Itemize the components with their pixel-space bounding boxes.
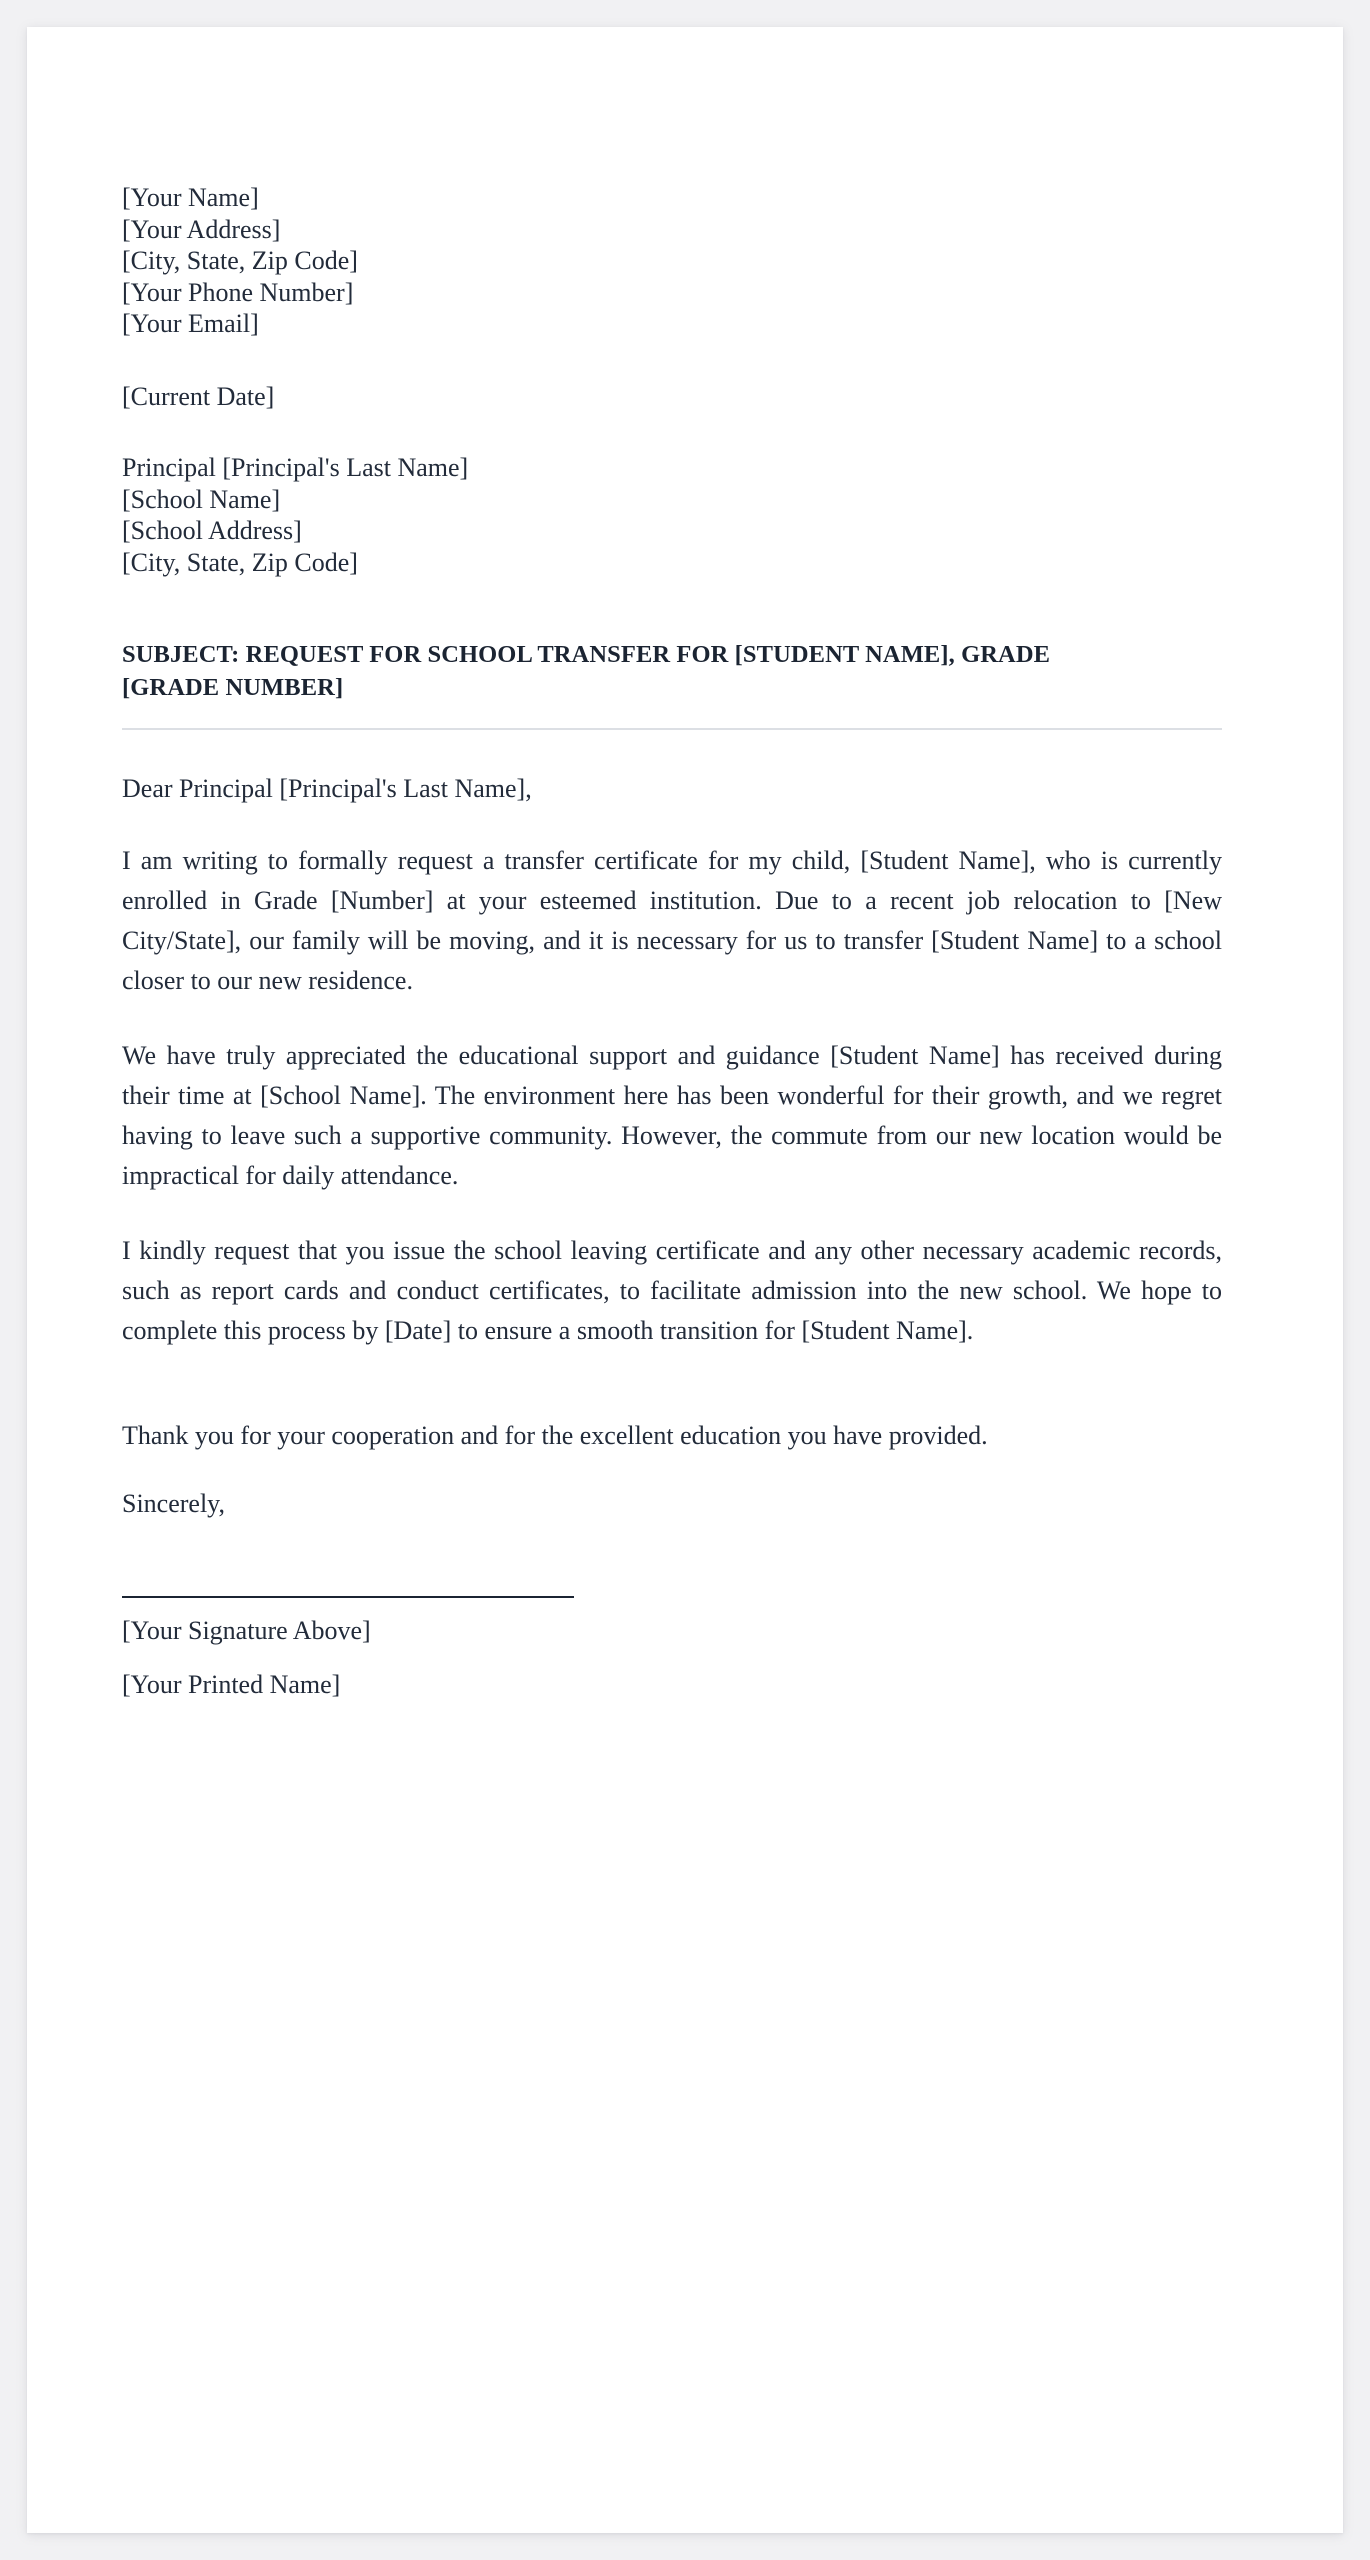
subject-divider [122,728,1222,730]
sender-name: [Your Name] [122,183,259,212]
recipient-school-address: [School Address] [122,516,302,545]
body-paragraph-1: I am writing to formally request a transfer certificate for my child, [Student Name], who is currently enrolled in Grade [Number] at your esteemed institution. Due to a recent job relocation to [New City/State], our family will be moving, and it is necessary for us to transfer [Student Name] to a school closer to our new residence. [122,846,1222,995]
sender-email: [Your Email] [122,309,259,338]
subject-heading: SUBJECT: REQUEST FOR SCHOOL TRANSFER FOR [STUDENT NAME], GRADE [GRADE NUMBER] [122,641,1051,701]
body-paragraph-2: We have truly appreciated the educational support and guidance [Student Name] has received during their time at [School Name]. The environment here has been wonderful for their growth, and we regret having to leave such a supportive community. However, the commute from our new location would be impractical for daily attendance. [122,1041,1222,1190]
sender-street: [Your Address] [122,214,281,244]
sender-city-state-zip: [City, State, Zip Code] [122,246,358,275]
document-sheet-wrapper [27,27,1343,2533]
letter-page [27,27,1343,2533]
recipient-principal-name: Principal [Principal's Last Name] [122,453,469,482]
signature-line [122,1596,574,1598]
recipient-school-name: [School Name] [122,484,281,514]
closing-salutation: Sincerely, [122,1489,225,1518]
thanks-paragraph: Thank you for your cooperation and for the excellent education you have provided. [122,1421,988,1450]
signature-printed-name: [Your Printed Name] [122,1669,341,1699]
spacer-after-sender [122,340,1222,381]
recipient-city-state-zip: [City, State, Zip Code] [122,547,358,577]
letter-content [122,182,1222,1700]
recipient-address-block [122,452,1222,578]
sender-phone: [Your Phone Number] [122,277,354,307]
sender-address-block [122,182,1222,340]
spacer-after-date [122,412,1222,452]
signature-above-label: [Your Signature Above] [122,1616,371,1645]
letter-date: [Current Date] [122,381,275,411]
salutation: Dear Principal [Principal's Last Name], [122,774,532,803]
body-paragraph-3: I kindly request that you issue the school leaving certificate and any other necessary academic records, such as report cards and conduct certificates, to facilitate admission into the new school. We hope to complete this process by [Date] to ensure a smooth transition for [Student Name]. [122,1236,1222,1345]
